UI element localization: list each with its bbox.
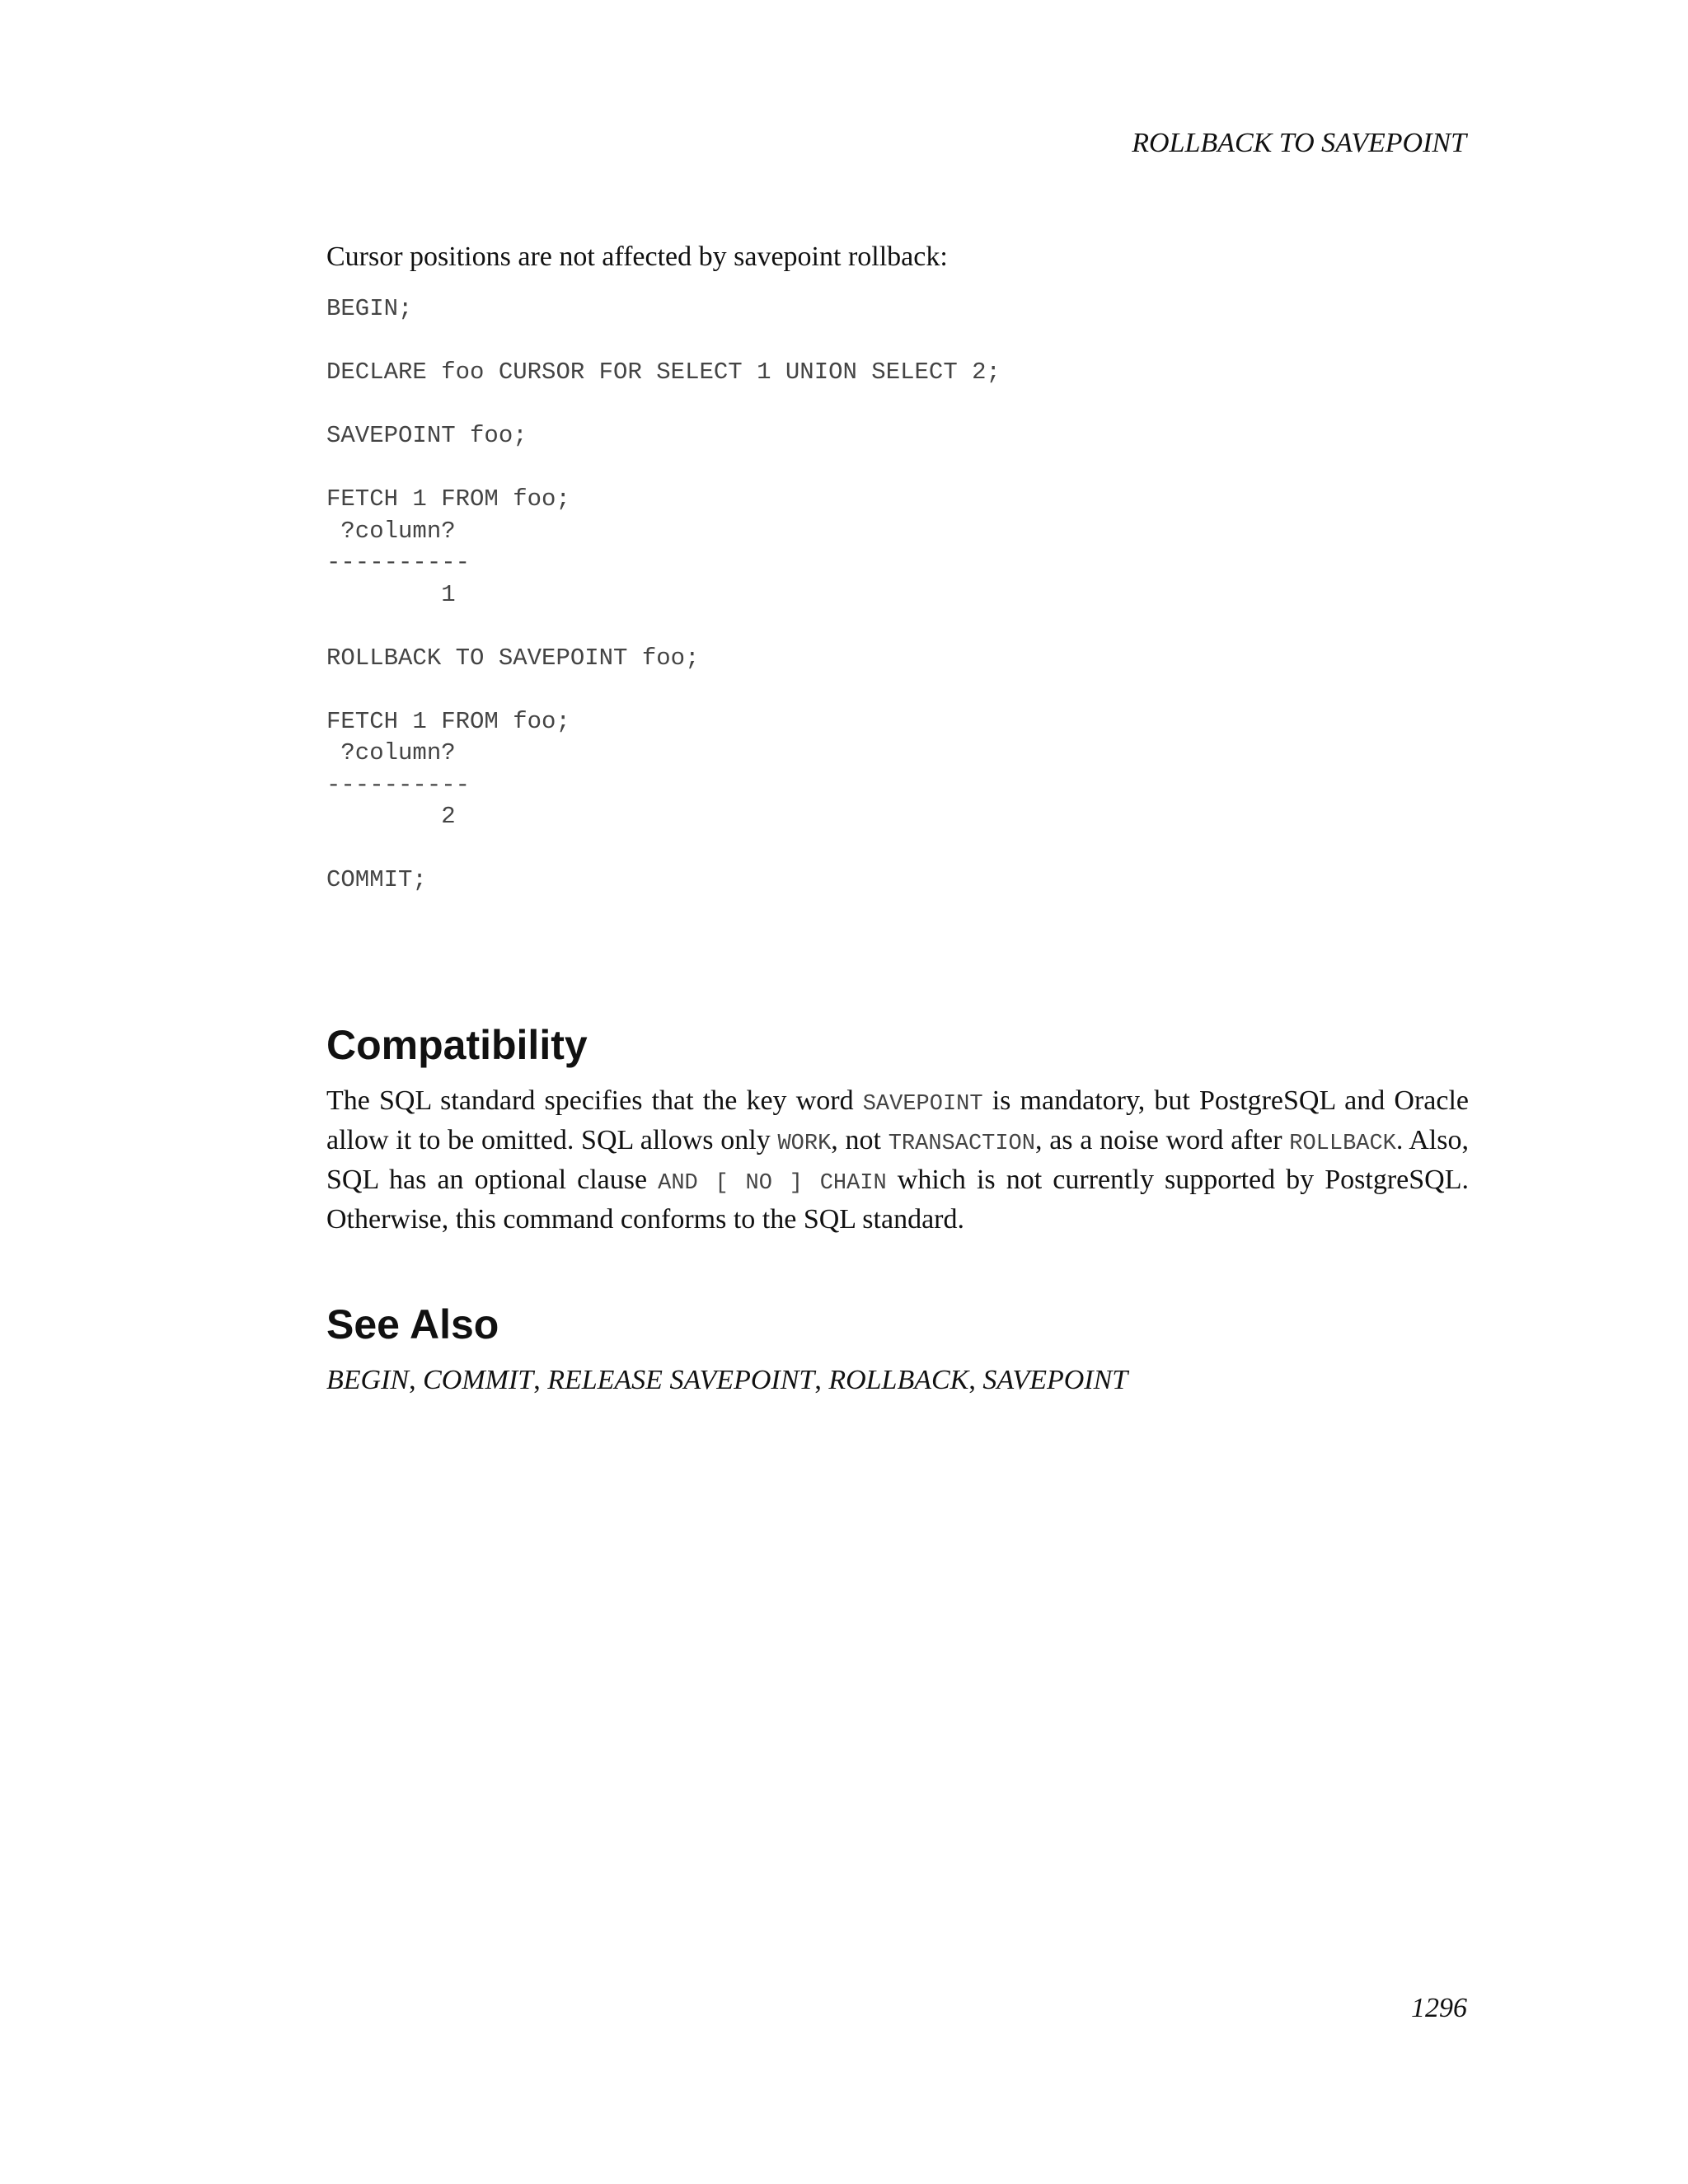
compatibility-text: . Also, SQL has an optional clause [326, 1124, 1469, 1195]
keyword-work: WORK [777, 1131, 832, 1156]
link-separator: , [968, 1364, 983, 1395]
see-also-link-commit[interactable]: COMMIT [423, 1364, 534, 1395]
compatibility-text: which is not currently supported by PostgreSQL. Otherwise, this command conforms to the SQL standard. [326, 1164, 1469, 1235]
compatibility-text: is mandatory, but PostgreSQL and Oracle allow it to be omitted. SQL allows only [326, 1085, 1469, 1155]
see-also-links [326, 1362, 1469, 1399]
compatibility-text: The SQL standard specifies that the key word [326, 1085, 863, 1116]
see-also-link-savepoint[interactable]: SAVEPOINT [982, 1364, 1128, 1395]
see-also-heading: See Also [326, 1301, 499, 1347]
compatibility-text: , as a noise word after [1034, 1124, 1290, 1155]
link-separator: , [814, 1364, 829, 1395]
keyword-and-no-chain: AND [ NO ] CHAIN [658, 1170, 887, 1196]
code-example: BEGIN; DECLARE foo CURSOR FOR SELECT 1 UNION SELECT 2; SAVEPOINT foo; FETCH 1 FROM foo; ?column? ---------- 1 ROLLBACK TO SAVEPOINT foo; FETCH 1 FROM foo; ?column? ---------- 2 COMMIT; [326, 295, 1001, 893]
see-also-link-rollback[interactable]: ROLLBACK [828, 1364, 969, 1395]
keyword-transaction: TRANSACTION [888, 1131, 1035, 1156]
page-content [326, 239, 1469, 1399]
link-separator: , [409, 1364, 424, 1395]
see-also-link-release-savepoint[interactable]: RELEASE SAVEPOINT [547, 1364, 815, 1395]
link-separator: , [533, 1364, 548, 1395]
page-number: 1296 [1411, 1993, 1467, 2023]
compatibility-text: , not [831, 1124, 889, 1155]
compatibility-paragraph [326, 1083, 1469, 1237]
see-also-link-begin[interactable]: BEGIN [326, 1364, 410, 1395]
keyword-savepoint: SAVEPOINT [862, 1091, 983, 1117]
running-header-title: ROLLBACK TO SAVEPOINT [1132, 128, 1466, 158]
intro-paragraph: Cursor positions are not affected by savepoint rollback: [326, 241, 948, 272]
compatibility-heading: Compatibility [326, 1021, 588, 1068]
keyword-rollback: ROLLBACK [1289, 1131, 1396, 1156]
